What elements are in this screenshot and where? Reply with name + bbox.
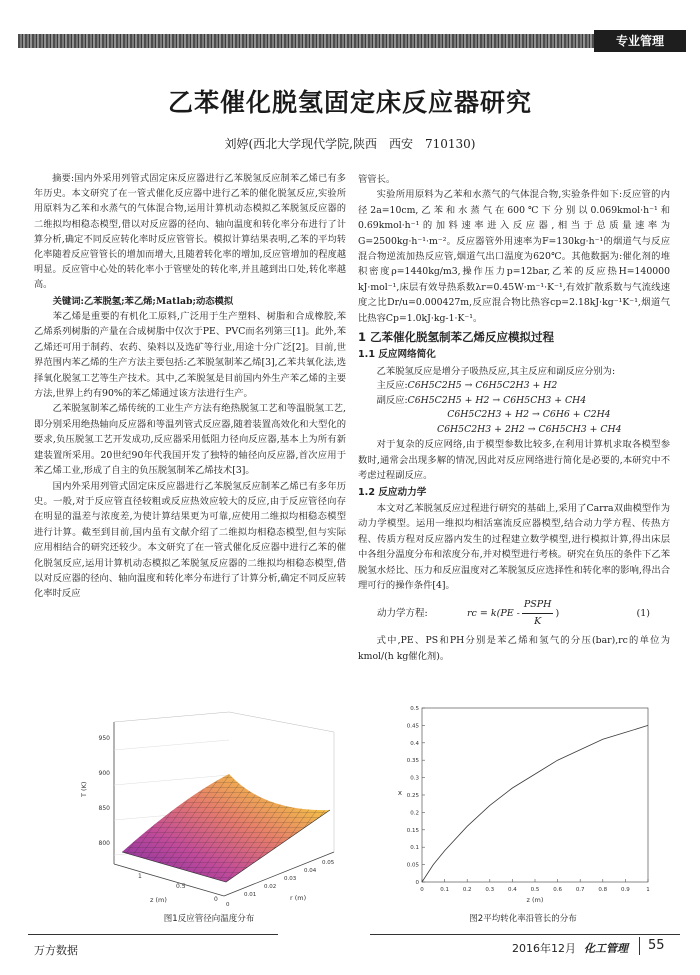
svg-text:950: 950 xyxy=(98,735,110,742)
figure-2-chart xyxy=(388,702,658,910)
main-reaction: 主反应:C6H5C2H5 → C6H5C2H3 + H2 xyxy=(376,380,558,392)
figure-1-surface xyxy=(64,702,354,908)
side-reactions: 副反应:C6H5C2H5 + H2 → C6H5CH3 + CH4 C6H5C2H3 + H2 → C6H6 + C2H4 C6H5C2H3 + 2H2 → C6H5CH3 + CH4 xyxy=(376,394,622,435)
x-tick-label: 0.7 xyxy=(575,887,585,893)
left-column xyxy=(34,172,346,602)
author-line: 刘婷(西北大学现代学院,陕西 西安 710130) xyxy=(224,137,476,151)
intro-paragraph-3: 国内外采用列管式固定床反应器进行乙苯脱氢反应制苯乙烯已有多年历史。一般,对于反应管直径较粗或反应热效应较大的反应,由于反应管径向存在明显的温差与浓度差,为使计算结果更为可靠,应使用二维拟均相稳态模型进行计算。截至到目前,国内虽有文献介绍了二维拟均相稳态模型,但与实际应用相结合的研究还较少。本文研究了在一管式催化反应器中进行乙苯的催化脱氢反应,运用计算机动态模拟乙苯脱氢反应器的二维拟均相稳态模型,借以对反应器的径向、轴向温度和转化率分布进行了计算分析,确定不同反应转化率时反应 xyxy=(34,480,346,600)
y-tick-label: 0.05 xyxy=(406,862,419,869)
x-tick-label: 0.9 xyxy=(621,887,630,893)
svg-text:0: 0 xyxy=(214,896,218,903)
y-tick-label: 0 xyxy=(415,880,419,886)
x-tick-label: 0.8 xyxy=(598,887,608,893)
x-tick-label: 0.1 xyxy=(440,887,449,893)
y-tick-label: 0.3 xyxy=(410,775,419,782)
svg-text:0.04: 0.04 xyxy=(304,868,317,874)
svg-text:0.01: 0.01 xyxy=(244,892,257,898)
y-axis-label: x xyxy=(397,789,403,797)
svg-text:1: 1 xyxy=(138,873,142,880)
right-column xyxy=(358,172,670,664)
svg-text:0.02: 0.02 xyxy=(264,884,277,890)
y-tick-label: 0.1 xyxy=(410,845,419,852)
y-tick-label: 0.15 xyxy=(406,827,419,834)
svg-text:z (m): z (m) xyxy=(150,896,167,904)
footer-source: 万方数据 xyxy=(34,944,78,957)
y-tick-label: 0.4 xyxy=(410,740,419,747)
x-tick-label: 0.6 xyxy=(553,887,562,893)
header-band xyxy=(18,34,684,48)
section-1-heading: 1 乙苯催化脱氢制苯乙烯反应模拟过程 xyxy=(358,330,555,345)
y-tick-label: 0.25 xyxy=(406,793,419,799)
section-1-2-heading: 1.2 反应动力学 xyxy=(358,486,427,498)
x-tick-label: 0.5 xyxy=(530,887,540,893)
y-tick-label: 0.2 xyxy=(410,810,419,817)
svg-text:900: 900 xyxy=(98,770,110,777)
section-1-1-text: 乙苯脱氢反应是增分子吸热反应,其主反应和副反应分别为: xyxy=(376,365,616,377)
section-1-1-heading: 1.1 反应网络简化 xyxy=(358,349,436,361)
intro-paragraph-2: 乙苯脱氢制苯乙烯传统的工业生产方法有绝热脱氢工艺和等温脱氢工艺,即分别采用绝热轴向反应器和等温列管式反应器,随着装置高效化和大型化的要求,负压脱氢工艺开发成功,反应器采用低阻力径向反应器,基本上为所有新建装置所采用。20世纪90年代我国开发了独特的轴径向反应器,首次应用于苯乙烯工业,形成了自主的负压脱氢制苯乙烯技术[3]。 xyxy=(34,403,346,477)
kinetic-note: 式中,PE、PS和PH分别是苯乙烯和氢气的分压(bar),rc的单位为kmol/(h kg催化剂)。 xyxy=(358,635,670,662)
footer-date: 2016年12月 xyxy=(512,942,576,955)
x-tick-label: 0.4 xyxy=(508,887,517,893)
x-tick-label: 1 xyxy=(646,887,650,893)
y-tick-label: 0.35 xyxy=(406,758,419,765)
page-title: 乙苯催化脱氢固定床反应器研究 xyxy=(167,88,532,117)
svg-text:850: 850 xyxy=(98,805,110,812)
figure-2-caption: 图2平均转化率沿管长的分布 xyxy=(469,914,577,924)
experiment-paragraph: 实验所用原料为乙苯和水蒸气的气体混合物,实验条件如下:反应管的内径2a=10cm,乙苯和水蒸气在600℃下分别以0.069kmol·h⁻¹和0.69kmol·h⁻¹的加料速率进入反应器,相当于总质量速率为G=2500kg·h⁻¹·m⁻²。反应器管外用速率为F=130kg·h⁻¹的烟道气与反应混合物逆流加热反应管,烟道气出口温度为620℃。其他数据为:催化剂的堆积密度ρ=1440kg/m3,操作压力p=12bar,乙苯的反应热H=140000 kJ·mol⁻¹,床层有效导热系数λr=0.45W·m⁻¹·K⁻¹,有效扩散系数与气流线速度之比Dr/u=0.000427m,反应混合物比热容cp=2.18kJ·kg⁻¹K⁻¹,烟道气比热容Cp=1.0kJ·kg-1·K⁻¹。 xyxy=(358,189,670,324)
svg-text:r (m): r (m) xyxy=(290,894,307,902)
svg-text:0.05: 0.05 xyxy=(322,860,335,866)
kinetic-equation: 动力学方程: rc = k(PE - PSPH K ) (1) xyxy=(377,599,650,627)
plot-frame xyxy=(422,708,648,882)
right-continuation: 管管长。 xyxy=(358,174,396,185)
x-axis-label: z (m) xyxy=(526,896,544,904)
svg-text:T (K): T (K) xyxy=(80,781,88,797)
x-tick-label: 0.3 xyxy=(485,887,495,893)
y-tick-label: 0.45 xyxy=(406,723,419,730)
section-1-2-text: 本文对乙苯脱氢反应过程进行研究的基础上,采用了Carra双曲模型作为动力学模型。运用一维拟均相活塞流反应器模型,结合动力学方程、传热方程、传质方程对反应器内发生的过程建立数学模型,进行模拟计算,得出床层中各组分温度分布和浓度分布,并对模型进行考核。研究在负压的条件下乙苯脱氢水烃比、压力和反应温度对乙苯脱氢反应选择性和转化率的影响,得出合理可行的操作条件[4]。 xyxy=(358,502,670,591)
footer-divider xyxy=(639,937,640,955)
footer-rule-left xyxy=(28,934,278,935)
keywords: 关键词:乙苯脱氢;苯乙烯;Matlab;动态模拟 xyxy=(52,295,234,307)
svg-text:0.5: 0.5 xyxy=(176,883,186,890)
y-tick-label: 0.5 xyxy=(410,706,419,712)
svg-text:0: 0 xyxy=(226,902,230,908)
intro-paragraph-1: 苯乙烯是重要的有机化工原料,广泛用于生产塑料、树脂和合成橡胶,苯乙烯系列树脂的产量在合成树脂中仅次于PE、PVC而名列第三[1]。此外,苯乙烯还可用于制药、农药、染料以及选矿等行业,用途十分广泛[2]。目前,世界范围内苯乙烯的生产方法主要包括:乙苯脱氢制苯乙烯[3],乙苯共氧化法,选择氧化脱氢工艺等生产技术。其中,乙苯脱氢是目前国内外生产苯乙烯的主要方法,世界上约有90%的苯乙烯通过该方法进行生产。 xyxy=(34,311,346,400)
svg-text:800: 800 xyxy=(98,840,110,847)
figure-1-caption: 图1反应管径向温度分布 xyxy=(163,914,255,924)
section-label: 专业管理 xyxy=(594,30,686,52)
series-line-x xyxy=(422,725,648,882)
x-tick-label: 0 xyxy=(420,887,424,893)
footer-rule-right xyxy=(370,934,680,935)
abstract: 摘要:国内外采用列管式固定床反应器进行乙苯脱氢反应制苯乙烯已有多年历史。本文研究了在一管式催化反应器中进行乙苯的催化脱氢反应,实验所用原料为乙苯和水蒸气的气体混合物,运用计算机动态模拟乙苯脱氢反应器的二维拟均相稳态模型,借以对反应器的径向、轴向温度和转化率分布进行了计算分析,确定不同反应转化率时反应管管长。模拟计算结果表明,乙苯的平均转化率随着反应管管长的增加而增大,且随着转化率的增加,反应管增加的程度越明显。反应管中心处的转化率小于管壁处的转化率,并且越到出口处,转化率越高。 xyxy=(34,174,346,291)
footer-journal: 化工管理 xyxy=(584,942,628,955)
x-tick-label: 0.2 xyxy=(462,887,472,893)
svg-text:0.03: 0.03 xyxy=(284,876,297,882)
page-number: 55 xyxy=(648,938,665,953)
reaction-network-paragraph: 对于复杂的反应网络,由于模型参数比较多,在利用计算机求取各模型参数时,通常会出现多解的情况,因此对反应网络进行简化是必要的,本研究中不考虑过程副反应。 xyxy=(358,439,670,482)
